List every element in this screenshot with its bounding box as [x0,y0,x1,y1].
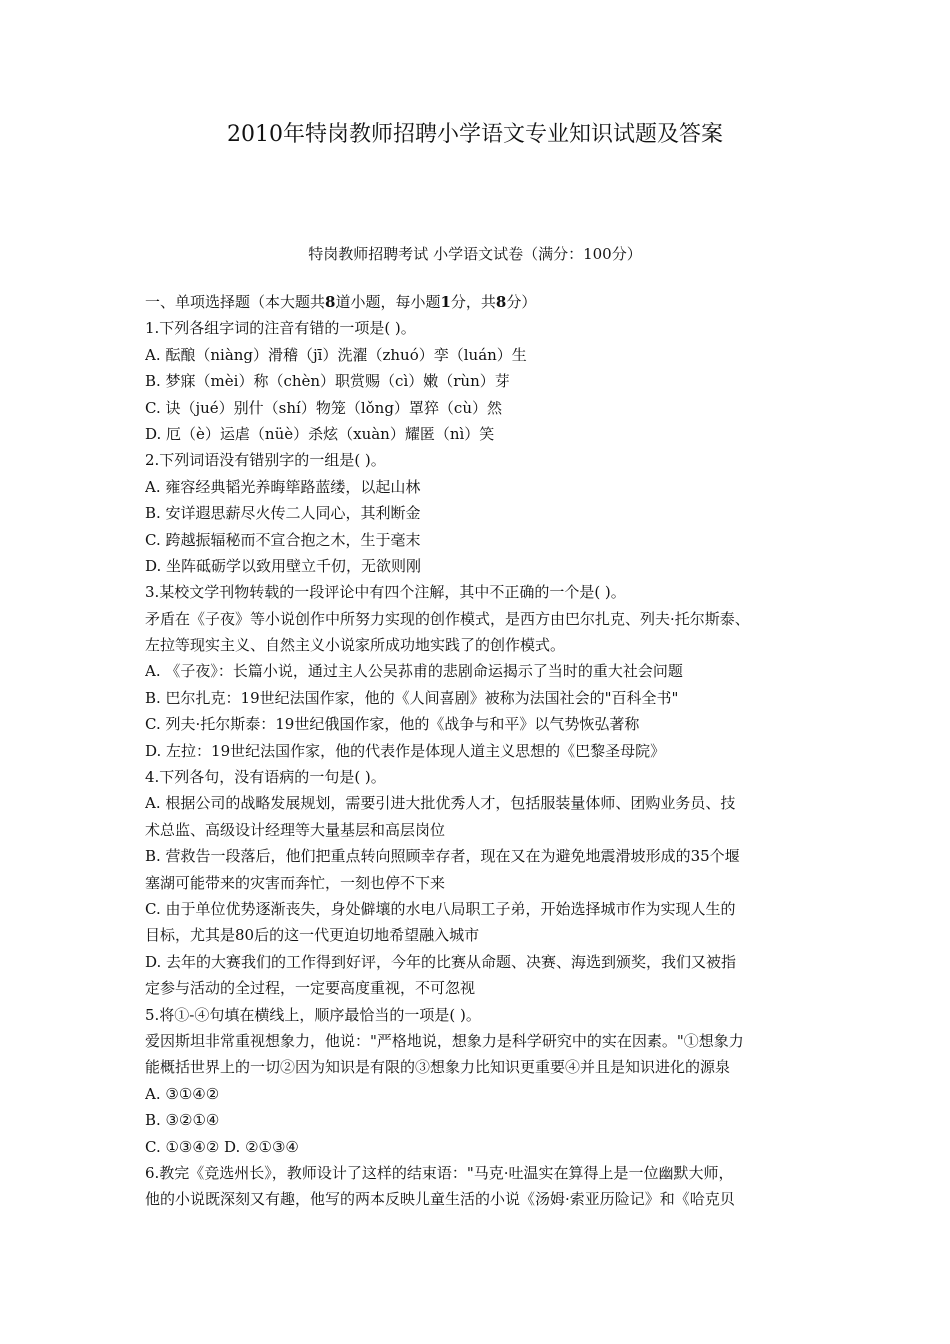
points-per-question: 1 [440,293,451,311]
text-line: C. 跨越振辐秘而不宣合抱之木，生于毫末 [145,530,421,549]
text-line: 能概括世界上的一切②因为知识是有限的③想象力比知识更重要④并且是知识进化的源泉 [145,1058,731,1077]
text-line: D. 厄（è）运虐（nüè）杀炫（xuàn）耀匿（nì）笑 [145,424,495,443]
text-line: 矛盾在《子夜》等小说创作中所努力实现的创作模式，是西方由巴尔扎克、列夫·托尔斯泰、 [145,609,750,628]
text-line: B. 安详遐思薪尽火传二人同心，其利断金 [145,504,421,523]
text-line: 塞湖可能带来的灾害而奔忙，一刻也停不下来 [145,873,446,892]
text-line: 左拉等现实主义、自然主义小说家所成功地实践了的创作模式。 [145,636,566,655]
text-line: A. 酝酿（niàng）滑稽（jī）洗濯（zhuó）孪（luán）生 [145,345,527,364]
text-line: 爱因斯坦非常重视想象力，他说："严格地说，想象力是科学研究中的实在因素。"①想象力 [145,1031,744,1050]
text-line: C. 列夫·托尔斯泰：19世纪俄国作家，他的《战争与和平》以气势恢弘著称 [145,715,640,734]
text-line: 1.下列各组字词的注音有错的一项是( )。 [145,319,416,338]
text-line: A. 根据公司的战略发展规划，需要引进大批优秀人才，包括服装量体师、团购业务员、技 [145,794,736,813]
text-line: 目标，尤其是80后的这一代更迫切地希望融入城市 [145,926,480,945]
text-line: 定参与活动的全过程，一定要高度重视，不可忽视 [145,979,476,998]
question-count: 8 [325,293,336,311]
text-line: A. 《子夜》：长篇小说，通过主人公吴荪甫的悲剧命运揭示了当时的重大社会问题 [145,662,683,681]
text-line: B. 巴尔扎克：19世纪法国作家，他的《人间喜剧》被称为法国社会的"百科全书" [145,688,679,707]
text-line: D. 去年的大赛我们的工作得到好评，今年的比赛从命题、决赛、海选到颁奖，我们又被指 [145,952,737,971]
section-heading-prefix: 一、单项选择题（本大题共 [145,293,326,311]
text-line: D. 坐阵砥砺学以致用壁立千仞，无欲则刚 [145,556,422,575]
document-body [145,289,813,1213]
text-line: B. ③②①④ [145,1111,220,1130]
total-points: 8 [495,293,507,311]
text-line: A. 雍容经典韬光养晦筚路蓝缕，以起山林 [145,477,421,496]
exam-subtitle: 特岗教师招聘考试 小学语文试卷（满分：100分） [308,245,642,263]
text-line: 6.教完《竞选州长》，教师设计了这样的结束语："马克·吐温实在算得上是一位幽默大师， [145,1163,734,1182]
text-line: A. ③①④② [145,1084,220,1103]
text-line: 他的小说既深刻又有趣，他写的两本反映儿童生活的小说《汤姆·索亚历险记》和《哈克贝 [145,1190,735,1209]
text-line: 2.下列词语没有错别字的一组是( )。 [145,451,386,470]
text-line: C. ①③④② D. ②①③④ [145,1137,299,1156]
text-line: C. 由于单位优势逐渐丧失，身处僻壤的水电八局职工子弟，开始选择城市作为实现人生的 [145,899,736,918]
document-title: 2010年特岗教师招聘小学语文专业知识试题及答案 [227,122,723,147]
section-heading [145,289,813,315]
text-line: C. 诀（jué）别什（shí）物笼（lǒng）罩猝（cù）然 [145,398,502,417]
text-line: 5.将①-④句填在横线上，顺序最恰当的一项是( )。 [145,1005,481,1024]
text-line: 3.某校文学刊物转载的一段评论中有四个注解，其中不正确的一个是( )。 [145,583,626,602]
text-line: 术总监、高级设计经理等大量基层和高层岗位 [145,820,446,839]
section-heading-suffix: 分） [506,293,537,311]
section-heading-mid2: 分，共 [450,293,496,311]
section-heading-mid1: 道小题，每小题 [335,293,441,311]
text-line: B. 营救告一段落后，他们把重点转向照顾幸存者，现在又在为避免地震滑坡形成的35个堰 [145,847,740,866]
text-line: D. 左拉：19世纪法国作家，他的代表作是体现人道主义思想的《巴黎圣母院》 [145,741,666,760]
text-line: 4.下列各句，没有语病的一句是( )。 [145,768,386,787]
text-line: B. 梦寐（mèi）称（chèn）职赏赐（cì）嫩（rùn）芽 [145,372,510,391]
